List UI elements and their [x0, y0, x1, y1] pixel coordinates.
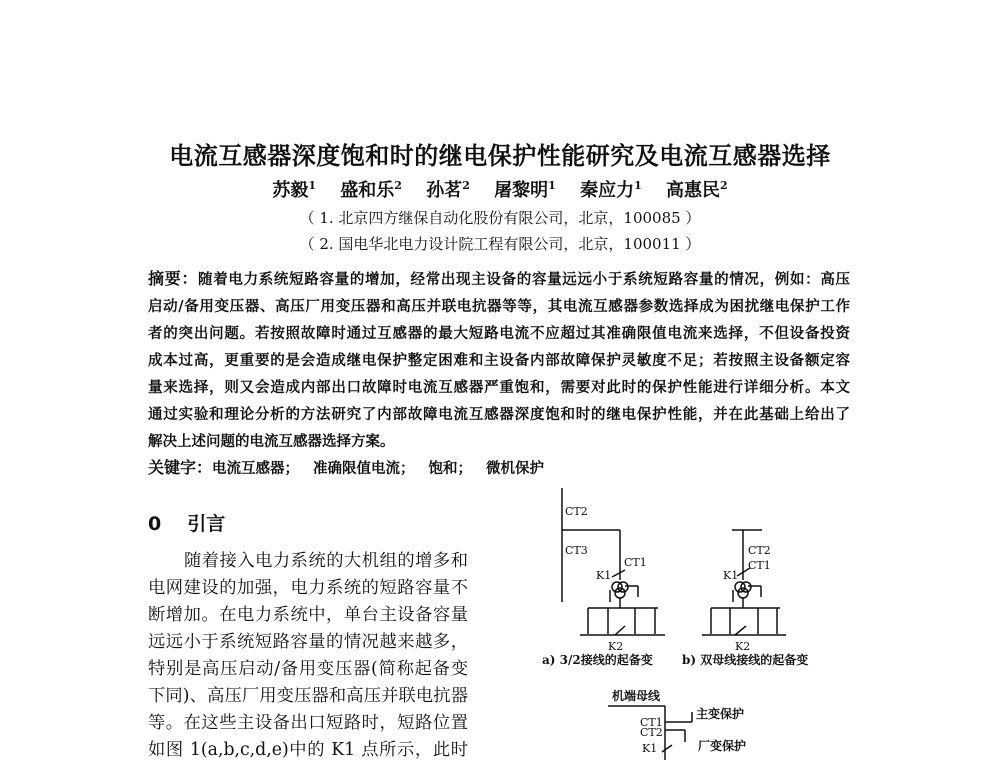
- keyword: 微机保护: [486, 460, 545, 477]
- label-ct2: CT2: [565, 505, 588, 518]
- author-name: 盛和乐: [340, 180, 395, 201]
- body-line: 下同)、高压厂用变压器和高压并联电抗器: [148, 686, 468, 706]
- label-ct1: CT1: [640, 716, 663, 729]
- diagram-c: [608, 688, 746, 760]
- body-line: 等。在这些主设备出口短路时，短路位置: [148, 713, 468, 733]
- author: [580, 180, 642, 201]
- abstract-line: 启动/备用变压器、高压厂用变压器和高压并联电抗器等等，其电流互感器参数选择成为困扰继电保护工作: [148, 298, 850, 315]
- label-k1: K1: [642, 742, 658, 755]
- abstract-line: 成本过高，更重要的是会造成继电保护整定困难和主设备内部故障保护灵敏度不足；若按照主设备额定容: [148, 352, 850, 369]
- label-main-transformer-protection: 主变保护: [696, 707, 745, 721]
- fault-arrow: [612, 570, 625, 577]
- abstract-label: 摘要：: [148, 269, 199, 288]
- keyword: 电流互感器；: [212, 460, 300, 477]
- author: [272, 180, 316, 201]
- label-ct3: CT3: [565, 544, 588, 557]
- author: [426, 180, 470, 201]
- label-k1: K1: [723, 569, 739, 582]
- author: [494, 180, 556, 201]
- author-affiliation-mark: 2: [462, 179, 470, 192]
- author-name: 苏毅: [272, 180, 309, 201]
- body-text: [148, 548, 468, 764]
- author-affiliation-mark: 1: [548, 179, 556, 192]
- diagram-b: [682, 530, 808, 667]
- affiliation-1: （ 1. 北京四方继保自动化股份有限公司，北京，100085 ）: [299, 209, 701, 227]
- author: [666, 180, 728, 201]
- abstract-text: 随着电力系统短路容量的增加，经常出现主设备的容量远远小于系统短路容量的情况，例如：高压: [198, 271, 850, 288]
- abstract-line: 者的突出问题。若按照故障时通过互感器的最大短路电流不应超过其准确限值电流来选择，不但设备投资: [148, 325, 850, 342]
- label-k2: K2: [735, 640, 751, 653]
- author-name: 秦应力: [580, 180, 635, 201]
- caption-b: b) 双母线接线的起备变: [682, 653, 809, 667]
- paper-title: 电流互感器深度饱和时的继电保护性能研究及电流互感器选择: [169, 142, 831, 170]
- body-line: 随着接入电力系统的大机组的增多和: [184, 551, 468, 571]
- label-ct1: CT1: [748, 559, 771, 572]
- keywords: [148, 455, 558, 478]
- caption-a: a) 3/2接线的起备变: [542, 653, 653, 667]
- body-line: 电网建设的加强，电力系统的短路容量不: [148, 578, 468, 598]
- author: [340, 180, 402, 201]
- label-ct2: CT2: [748, 544, 771, 557]
- author-affiliation-mark: 2: [720, 179, 728, 192]
- keywords-label: 关键字：: [148, 458, 213, 477]
- author-affiliation-mark: 1: [634, 179, 642, 192]
- section-heading: [148, 509, 225, 536]
- abstract-line: 解决上述问题的电流互感器选择方案。: [148, 433, 395, 450]
- body-line: 特别是高压启动/备用变压器(简称起备变: [148, 659, 468, 679]
- affiliation-2: （ 2. 国电华北电力设计院工程有限公司，北京，100011 ）: [299, 235, 701, 253]
- keyword: 饱和；: [428, 460, 473, 477]
- body-line: 断增加。在电力系统中，单台主设备容量: [148, 605, 468, 625]
- abstract-line: [148, 265, 850, 293]
- section-title: 引言: [187, 513, 226, 535]
- abstract-line: 通过实验和理论分析的方法研究了内部故障电流互感器深度饱和时的继电保护性能，并在此基础上给出了: [148, 406, 850, 423]
- abstract-line: 量来选择，则又会造成内部出口故障时电流互感器严重饱和，需要对此时的保护性能进行详细分析。本文: [148, 379, 850, 396]
- author-affiliation-mark: 1: [308, 179, 316, 192]
- label-generator-bus: 机端母线: [612, 689, 661, 703]
- label-aux-transformer-protection: 厂变保护: [698, 739, 747, 753]
- body-line: 如图 1(a,b,c,d,e)中的 K1 点所示，此时: [148, 740, 468, 760]
- label-ct2: CT2: [640, 726, 663, 739]
- author-affiliation-mark: 2: [394, 179, 402, 192]
- label-k2: K2: [608, 640, 624, 653]
- keyword: 准确限值电流；: [313, 460, 415, 477]
- diagram-a: [542, 488, 665, 667]
- author-list: [0, 176, 1000, 202]
- author-name: 屠黎明: [494, 180, 549, 201]
- author-name: 孙茗: [426, 180, 463, 201]
- body-line: 远远小于系统短路容量的情况越来越多，: [148, 632, 468, 652]
- figure-1-wiring-diagrams: [530, 480, 830, 760]
- label-ct1: CT1: [624, 556, 647, 569]
- label-k1: K1: [596, 569, 612, 582]
- section-number: 0: [148, 513, 162, 535]
- abstract: [148, 265, 850, 455]
- author-name: 高惠民: [666, 180, 721, 201]
